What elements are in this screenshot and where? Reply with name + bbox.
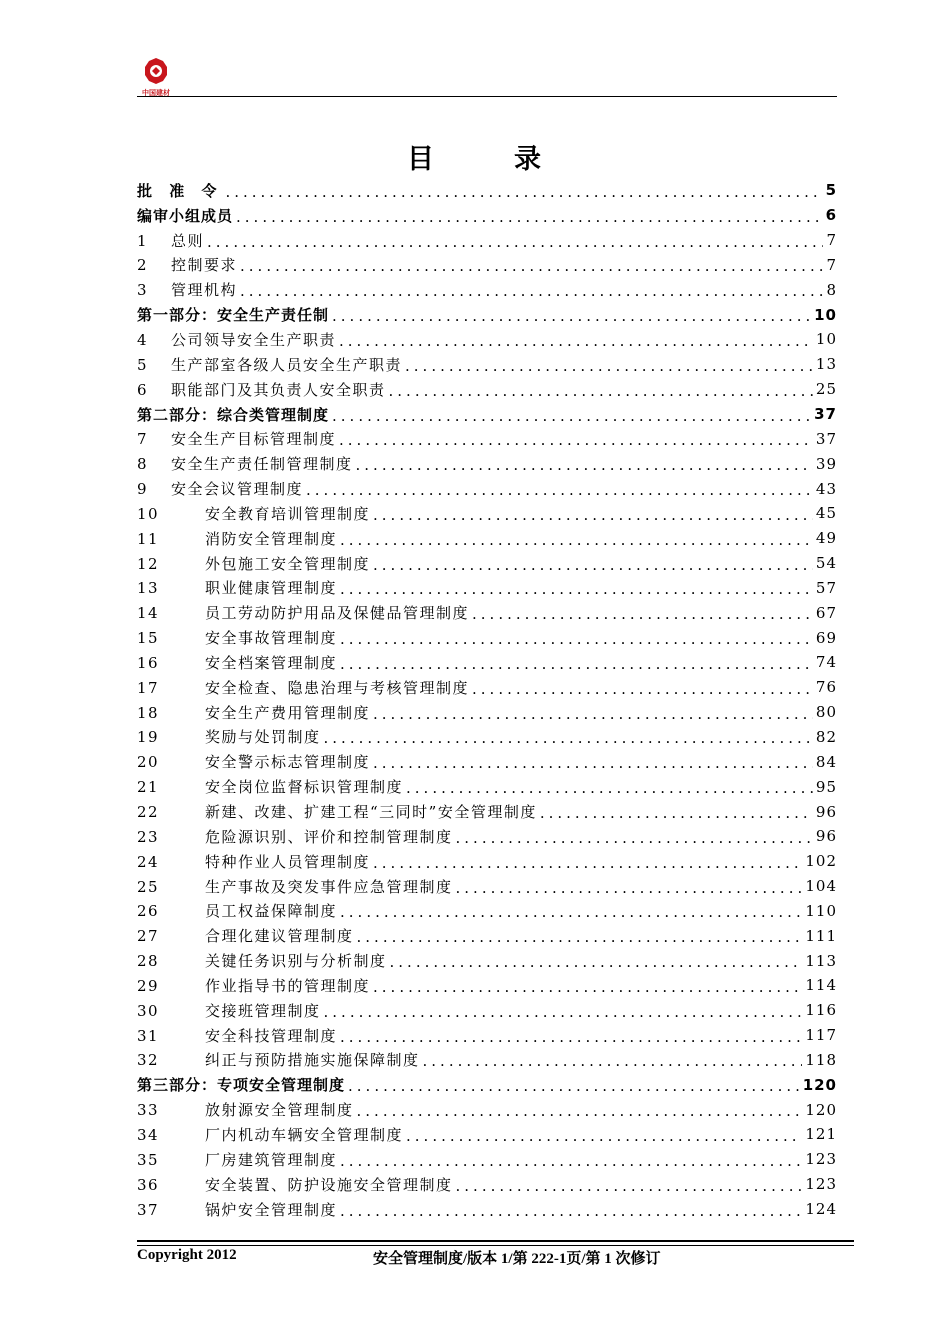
toc-entry-title: 生产事故及突发事件应急管理制度	[205, 877, 453, 896]
toc-entry-label	[137, 876, 453, 897]
toc-entry-label	[137, 354, 402, 375]
toc-entry-title: 新建、改建、扩建工程“三同时”安全管理制度	[205, 803, 537, 822]
toc-leader-dots	[456, 881, 803, 896]
toc-entry-label	[137, 677, 469, 698]
toc-entry-number: 26	[137, 902, 160, 921]
toc-entry-label	[137, 404, 329, 425]
footer-rule-thick	[137, 1240, 854, 1242]
toc-entry-label	[137, 950, 387, 971]
toc-leader-dots	[339, 433, 813, 448]
toc-entry[interactable]	[137, 973, 837, 998]
toc-entry-page: 96	[815, 827, 837, 846]
toc-leader-dots	[406, 1129, 802, 1144]
toc-leader-dots	[373, 558, 813, 573]
toc-entry-page: 6	[825, 206, 837, 225]
toc-entry-page: 39	[815, 454, 837, 473]
toc-entry-number: 29	[137, 976, 160, 995]
toc-entry-label	[137, 900, 337, 921]
toc-entry-page: 8	[826, 280, 837, 299]
toc-entry[interactable]	[137, 725, 837, 750]
toc-entry[interactable]	[137, 799, 837, 824]
toc-entry-label	[137, 180, 222, 201]
toc-entry-label	[137, 1049, 420, 1070]
toc-entry-title: 厂内机动车辆安全管理制度	[205, 1125, 404, 1144]
toc-leader-dots	[357, 1104, 803, 1119]
toc-entry[interactable]	[137, 1172, 837, 1197]
toc-entry[interactable]	[137, 253, 837, 278]
toc-entry[interactable]	[137, 228, 837, 253]
toc-leader-dots	[540, 806, 813, 821]
toc-entry[interactable]	[137, 501, 837, 526]
toc-entry-title: 特种作业人员管理制度	[205, 852, 371, 871]
toc-entry-number: 20	[137, 753, 160, 772]
footer-copyright: Copyright 2012	[137, 1247, 237, 1263]
toc-entry[interactable]	[137, 600, 837, 625]
toc-entry-title: 安全生产责任制管理制度	[171, 455, 353, 474]
toc-entry-number: 36	[137, 1175, 160, 1194]
toc-entry-title: 职能部门及其负责人安全职责	[171, 380, 386, 399]
toc-leader-dots	[472, 607, 813, 622]
toc-entry-title: 危险源识别、评价和控制管理制度	[205, 827, 453, 846]
logo-emblem-icon	[137, 56, 175, 90]
toc-entry[interactable]	[137, 377, 837, 402]
toc-entry-title: 批 准 令	[137, 181, 223, 200]
header-rule	[137, 96, 837, 97]
company-logo	[137, 56, 175, 96]
toc-entry-page: 84	[815, 752, 837, 771]
toc-leader-dots	[332, 409, 811, 424]
toc-entry-title: 锅炉安全管理制度	[205, 1200, 338, 1219]
toc-entry-number: 5	[137, 355, 149, 374]
toc-entry-number: 18	[137, 703, 160, 722]
toc-leader-dots	[373, 980, 802, 995]
toc-leader-dots	[340, 905, 802, 920]
toc-leader-dots	[405, 359, 813, 374]
toc-leader-dots	[225, 185, 822, 200]
toc-entry-title: 作业指导书的管理制度	[205, 976, 371, 995]
toc-entry-number: 25	[137, 877, 160, 896]
toc-leader-dots	[472, 682, 813, 697]
toc-entry-number: 23	[137, 827, 160, 846]
toc-entry-title: 合理化建议管理制度	[205, 927, 354, 946]
toc-entry[interactable]	[137, 774, 837, 799]
toc-entry-page: 49	[815, 529, 837, 548]
toc-entry[interactable]	[137, 1097, 837, 1122]
toc-entry-page: 96	[815, 802, 837, 821]
footer-rule-thin	[137, 1245, 854, 1246]
toc-entry-label	[137, 1074, 345, 1095]
toc-entry[interactable]	[137, 426, 837, 451]
toc-leader-dots	[389, 384, 813, 399]
toc-entry-number: 32	[137, 1051, 160, 1070]
toc-entry-page: 37	[815, 429, 837, 448]
toc-leader-dots	[356, 458, 813, 473]
toc-entry-title: 安全科技管理制度	[205, 1026, 338, 1045]
toc-leader-dots	[423, 1054, 803, 1069]
toc-entry-page: 110	[805, 901, 837, 920]
toc-entry-label	[137, 726, 321, 747]
toc-entry-label	[137, 503, 370, 524]
toc-entry[interactable]	[137, 476, 837, 501]
toc-entry-page: 114	[805, 976, 837, 995]
toc-entry-label	[137, 826, 453, 847]
toc-leader-dots	[357, 930, 803, 945]
toc-entry[interactable]	[137, 1023, 837, 1048]
toc-entry-number: 35	[137, 1150, 160, 1169]
toc-entry-page: 10	[815, 330, 837, 349]
toc-leader-dots	[456, 1179, 803, 1194]
toc-entry-title: 交接班管理制度	[205, 1001, 321, 1020]
toc-entry-title: 安全生产目标管理制度	[171, 430, 337, 449]
toc-entry-label	[137, 801, 537, 822]
toc-entry-label	[137, 776, 403, 797]
toc-entry-title: 职业健康管理制度	[205, 579, 338, 598]
toc-entry-number: 2	[137, 256, 149, 275]
toc-entry-label	[137, 304, 329, 325]
toc-entry-title: 安全会议管理制度	[171, 480, 304, 499]
toc-entry[interactable]	[137, 402, 837, 427]
toc-entry-title: 生产部室各级人员安全生产职责	[171, 355, 403, 374]
toc-entry-label	[137, 205, 233, 226]
toc-entry[interactable]	[137, 874, 837, 899]
toc-entry-label	[137, 652, 337, 673]
toc-entry-number: 16	[137, 653, 160, 672]
toc-entry[interactable]	[137, 824, 837, 849]
toc-leader-dots	[340, 632, 813, 647]
toc-entry-number: 7	[137, 430, 149, 449]
toc-entry-title: 外包施工安全管理制度	[205, 554, 371, 573]
toc-leader-dots	[340, 1154, 802, 1169]
toc-leader-dots	[373, 707, 813, 722]
toc-leader-dots	[340, 657, 813, 672]
toc-entry[interactable]	[137, 749, 837, 774]
toc-entry-page: 120	[805, 1100, 837, 1119]
toc-leader-dots	[340, 582, 813, 597]
toc-entry-page: 124	[805, 1200, 837, 1219]
toc-leader-dots	[339, 334, 813, 349]
toc-entry-label	[137, 453, 353, 474]
toc-leader-dots	[406, 781, 813, 796]
toc-entry-number: 13	[137, 579, 160, 598]
toc-entry-label	[137, 925, 354, 946]
toc-entry[interactable]	[137, 675, 837, 700]
toc-entry-page: 120	[802, 1075, 837, 1094]
toc-entry[interactable]	[137, 1048, 837, 1073]
toc-entry-label	[137, 1025, 337, 1046]
toc-entry-label	[137, 851, 370, 872]
toc-entry-page: 43	[815, 479, 837, 498]
toc-leader-dots	[207, 235, 823, 250]
toc-leader-dots	[324, 731, 813, 746]
toc-entry-page: 117	[805, 1026, 837, 1045]
toc-leader-dots	[324, 1005, 803, 1020]
toc-entry-title: 第一部分：安全生产责任制	[137, 306, 330, 325]
toc-entry-number: 31	[137, 1026, 160, 1045]
toc-entry-page: 116	[805, 1001, 837, 1020]
toc-entry-label	[137, 230, 204, 251]
toc-entry[interactable]	[137, 1147, 837, 1172]
toc-entry-title: 总则	[171, 231, 205, 250]
toc-entry[interactable]	[137, 576, 837, 601]
toc-entry-number: 11	[137, 529, 160, 548]
toc-entry-number: 14	[137, 604, 160, 623]
toc-entry-title: 纠正与预防措施实施保障制度	[205, 1051, 420, 1070]
logo-text: 中国建材	[142, 89, 170, 97]
toc-entry-number: 10	[137, 504, 160, 523]
toc-entry-number: 24	[137, 852, 160, 871]
toc-entry[interactable]	[137, 203, 837, 228]
toc-entry-title: 关键任务识别与分析制度	[205, 952, 387, 971]
toc-entry-label	[137, 254, 237, 275]
toc-entry-title: 厂房建筑管理制度	[205, 1150, 338, 1169]
toc-entry-label	[137, 1149, 337, 1170]
toc-entry-label	[137, 702, 370, 723]
toc-leader-dots	[373, 856, 802, 871]
toc-entry-title: 安全检查、隐患治理与考核管理制度	[205, 678, 470, 697]
toc-entry-page: 113	[805, 951, 837, 970]
toc-leader-dots	[348, 1079, 800, 1094]
toc-entry-title: 安全事故管理制度	[205, 629, 338, 648]
toc-entry[interactable]	[137, 302, 837, 327]
toc-entry-page: 25	[815, 380, 837, 399]
toc-entry-number: 17	[137, 678, 160, 697]
toc-entry-title: 管理机构	[171, 281, 238, 300]
toc-entry-title: 第二部分：综合类管理制度	[137, 405, 330, 424]
toc-entry-number: 15	[137, 629, 160, 648]
toc-entry[interactable]	[137, 277, 837, 302]
toc-entry-page: 74	[815, 653, 837, 672]
toc-entry-title: 员工劳动防护用品及保健品管理制度	[205, 604, 470, 623]
toc-entry-page: 45	[815, 504, 837, 523]
toc-entry-number: 33	[137, 1101, 160, 1120]
toc-entry-label	[137, 602, 469, 623]
toc-entry-number: 21	[137, 778, 160, 797]
toc-leader-dots	[390, 955, 803, 970]
toc-entry-label	[137, 478, 303, 499]
toc-entry-page: 7	[826, 231, 837, 250]
toc-entry[interactable]	[137, 650, 837, 675]
toc-entry-number: 1	[137, 231, 149, 250]
toc-entry-page: 121	[805, 1125, 837, 1144]
toc-entry-page: 5	[825, 181, 837, 200]
toc-entry[interactable]	[137, 1122, 837, 1147]
toc-entry-number: 19	[137, 728, 160, 747]
toc-entry-number: 4	[137, 330, 149, 349]
toc-entry-title: 安全教育培训管理制度	[205, 504, 371, 523]
toc-entry-number: 6	[137, 380, 149, 399]
toc-entry-page: 37	[814, 405, 837, 424]
toc-entry-number: 8	[137, 455, 149, 474]
toc-leader-dots	[373, 508, 813, 523]
toc-leader-dots	[236, 210, 823, 225]
toc-entry-label	[137, 279, 237, 300]
toc-entry-label	[137, 975, 370, 996]
toc-entry[interactable]	[137, 700, 837, 725]
toc-entry[interactable]	[137, 352, 837, 377]
toc-entry-title: 奖励与处罚制度	[205, 728, 321, 747]
toc-entry-number: 27	[137, 927, 160, 946]
page-title	[0, 137, 950, 176]
toc-entry-title: 控制要求	[171, 256, 238, 275]
toc-entry[interactable]	[137, 898, 837, 923]
toc-entry[interactable]	[137, 451, 837, 476]
toc-entry-page: 80	[815, 703, 837, 722]
toc-entry-page: 118	[805, 1050, 837, 1069]
toc-entry-number: 3	[137, 281, 149, 300]
toc-entry[interactable]	[137, 625, 837, 650]
toc-entry-page: 123	[805, 1175, 837, 1194]
toc-entry-label	[137, 1000, 321, 1021]
toc-entry-label	[137, 1199, 337, 1220]
toc-entry-label	[137, 577, 337, 598]
toc-entry-title: 安全档案管理制度	[205, 653, 338, 672]
toc-entry[interactable]	[137, 1197, 837, 1222]
title-char-2: 录	[514, 144, 543, 175]
toc-leader-dots	[373, 756, 813, 771]
toc-entry-title: 第三部分：专项安全管理制度	[137, 1076, 346, 1095]
toc-leader-dots	[306, 483, 813, 498]
toc-entry[interactable]	[137, 923, 837, 948]
toc-entry-number: 34	[137, 1125, 160, 1144]
toc-entry-number: 28	[137, 952, 160, 971]
toc-entry-page: 95	[815, 777, 837, 796]
toc-entry-page: 111	[805, 926, 837, 945]
toc-entry[interactable]	[137, 526, 837, 551]
toc-entry-page: 82	[815, 727, 837, 746]
toc-entry-number: 30	[137, 1001, 160, 1020]
toc-entry-label	[137, 379, 386, 400]
title-char-1: 目	[407, 144, 436, 175]
toc-entry-page: 13	[815, 355, 837, 374]
toc-entry-page: 102	[805, 852, 837, 871]
toc-entry[interactable]	[137, 178, 837, 203]
toc-leader-dots	[340, 533, 813, 548]
toc-entry-label	[137, 428, 336, 449]
toc-entry-title: 安全生产费用管理制度	[205, 703, 371, 722]
toc-entry-number: 22	[137, 803, 160, 822]
toc-entry-number: 9	[137, 480, 149, 499]
toc-entry-page: 67	[815, 603, 837, 622]
toc-entry-page: 10	[814, 305, 837, 324]
toc-entry-label	[137, 329, 336, 350]
toc-entry-label	[137, 1099, 354, 1120]
toc-entry-number: 37	[137, 1200, 160, 1219]
toc-entry[interactable]	[137, 551, 837, 576]
toc-entry[interactable]	[137, 327, 837, 352]
toc-entry-page: 76	[815, 678, 837, 697]
toc-entry-label	[137, 553, 370, 574]
toc-entry-title: 安全警示标志管理制度	[205, 753, 371, 772]
toc-entry[interactable]	[137, 1072, 837, 1097]
toc-entry-title: 公司领导安全生产职责	[171, 330, 337, 349]
footer-doc-info: 安全管理制度/版本 1/第 222-1页/第 1 次修订	[373, 1251, 661, 1267]
toc-entry-title: 员工权益保障制度	[205, 902, 338, 921]
toc-entry-page: 123	[805, 1150, 837, 1169]
toc-entry-title: 安全装置、防护设施安全管理制度	[205, 1175, 453, 1194]
toc-entry-label	[137, 751, 370, 772]
toc-leader-dots	[332, 309, 811, 324]
toc-entry-page: 54	[815, 554, 837, 573]
toc-entry-page: 69	[815, 628, 837, 647]
toc-leader-dots	[340, 1030, 802, 1045]
toc-leader-dots	[456, 831, 813, 846]
toc-entry-page: 57	[815, 578, 837, 597]
toc-entry-label	[137, 528, 337, 549]
toc-entry[interactable]	[137, 998, 837, 1023]
toc-entry-number: 12	[137, 554, 160, 573]
toc-entry-label	[137, 1174, 453, 1195]
toc-leader-dots	[240, 259, 823, 274]
toc-entry[interactable]	[137, 849, 837, 874]
toc-leader-dots	[340, 1204, 802, 1219]
toc-entry-title: 消防安全管理制度	[205, 529, 338, 548]
toc-leader-dots	[240, 284, 823, 299]
table-of-contents	[137, 178, 837, 1221]
toc-entry-page: 7	[826, 255, 837, 274]
toc-entry-page: 104	[805, 877, 837, 896]
toc-entry[interactable]	[137, 948, 837, 973]
toc-entry-title: 安全岗位监督标识管理制度	[205, 778, 404, 797]
toc-entry-label	[137, 1124, 403, 1145]
toc-entry-title: 放射源安全管理制度	[205, 1101, 354, 1120]
toc-entry-label	[137, 627, 337, 648]
toc-entry-title: 编审小组成员	[137, 206, 234, 225]
